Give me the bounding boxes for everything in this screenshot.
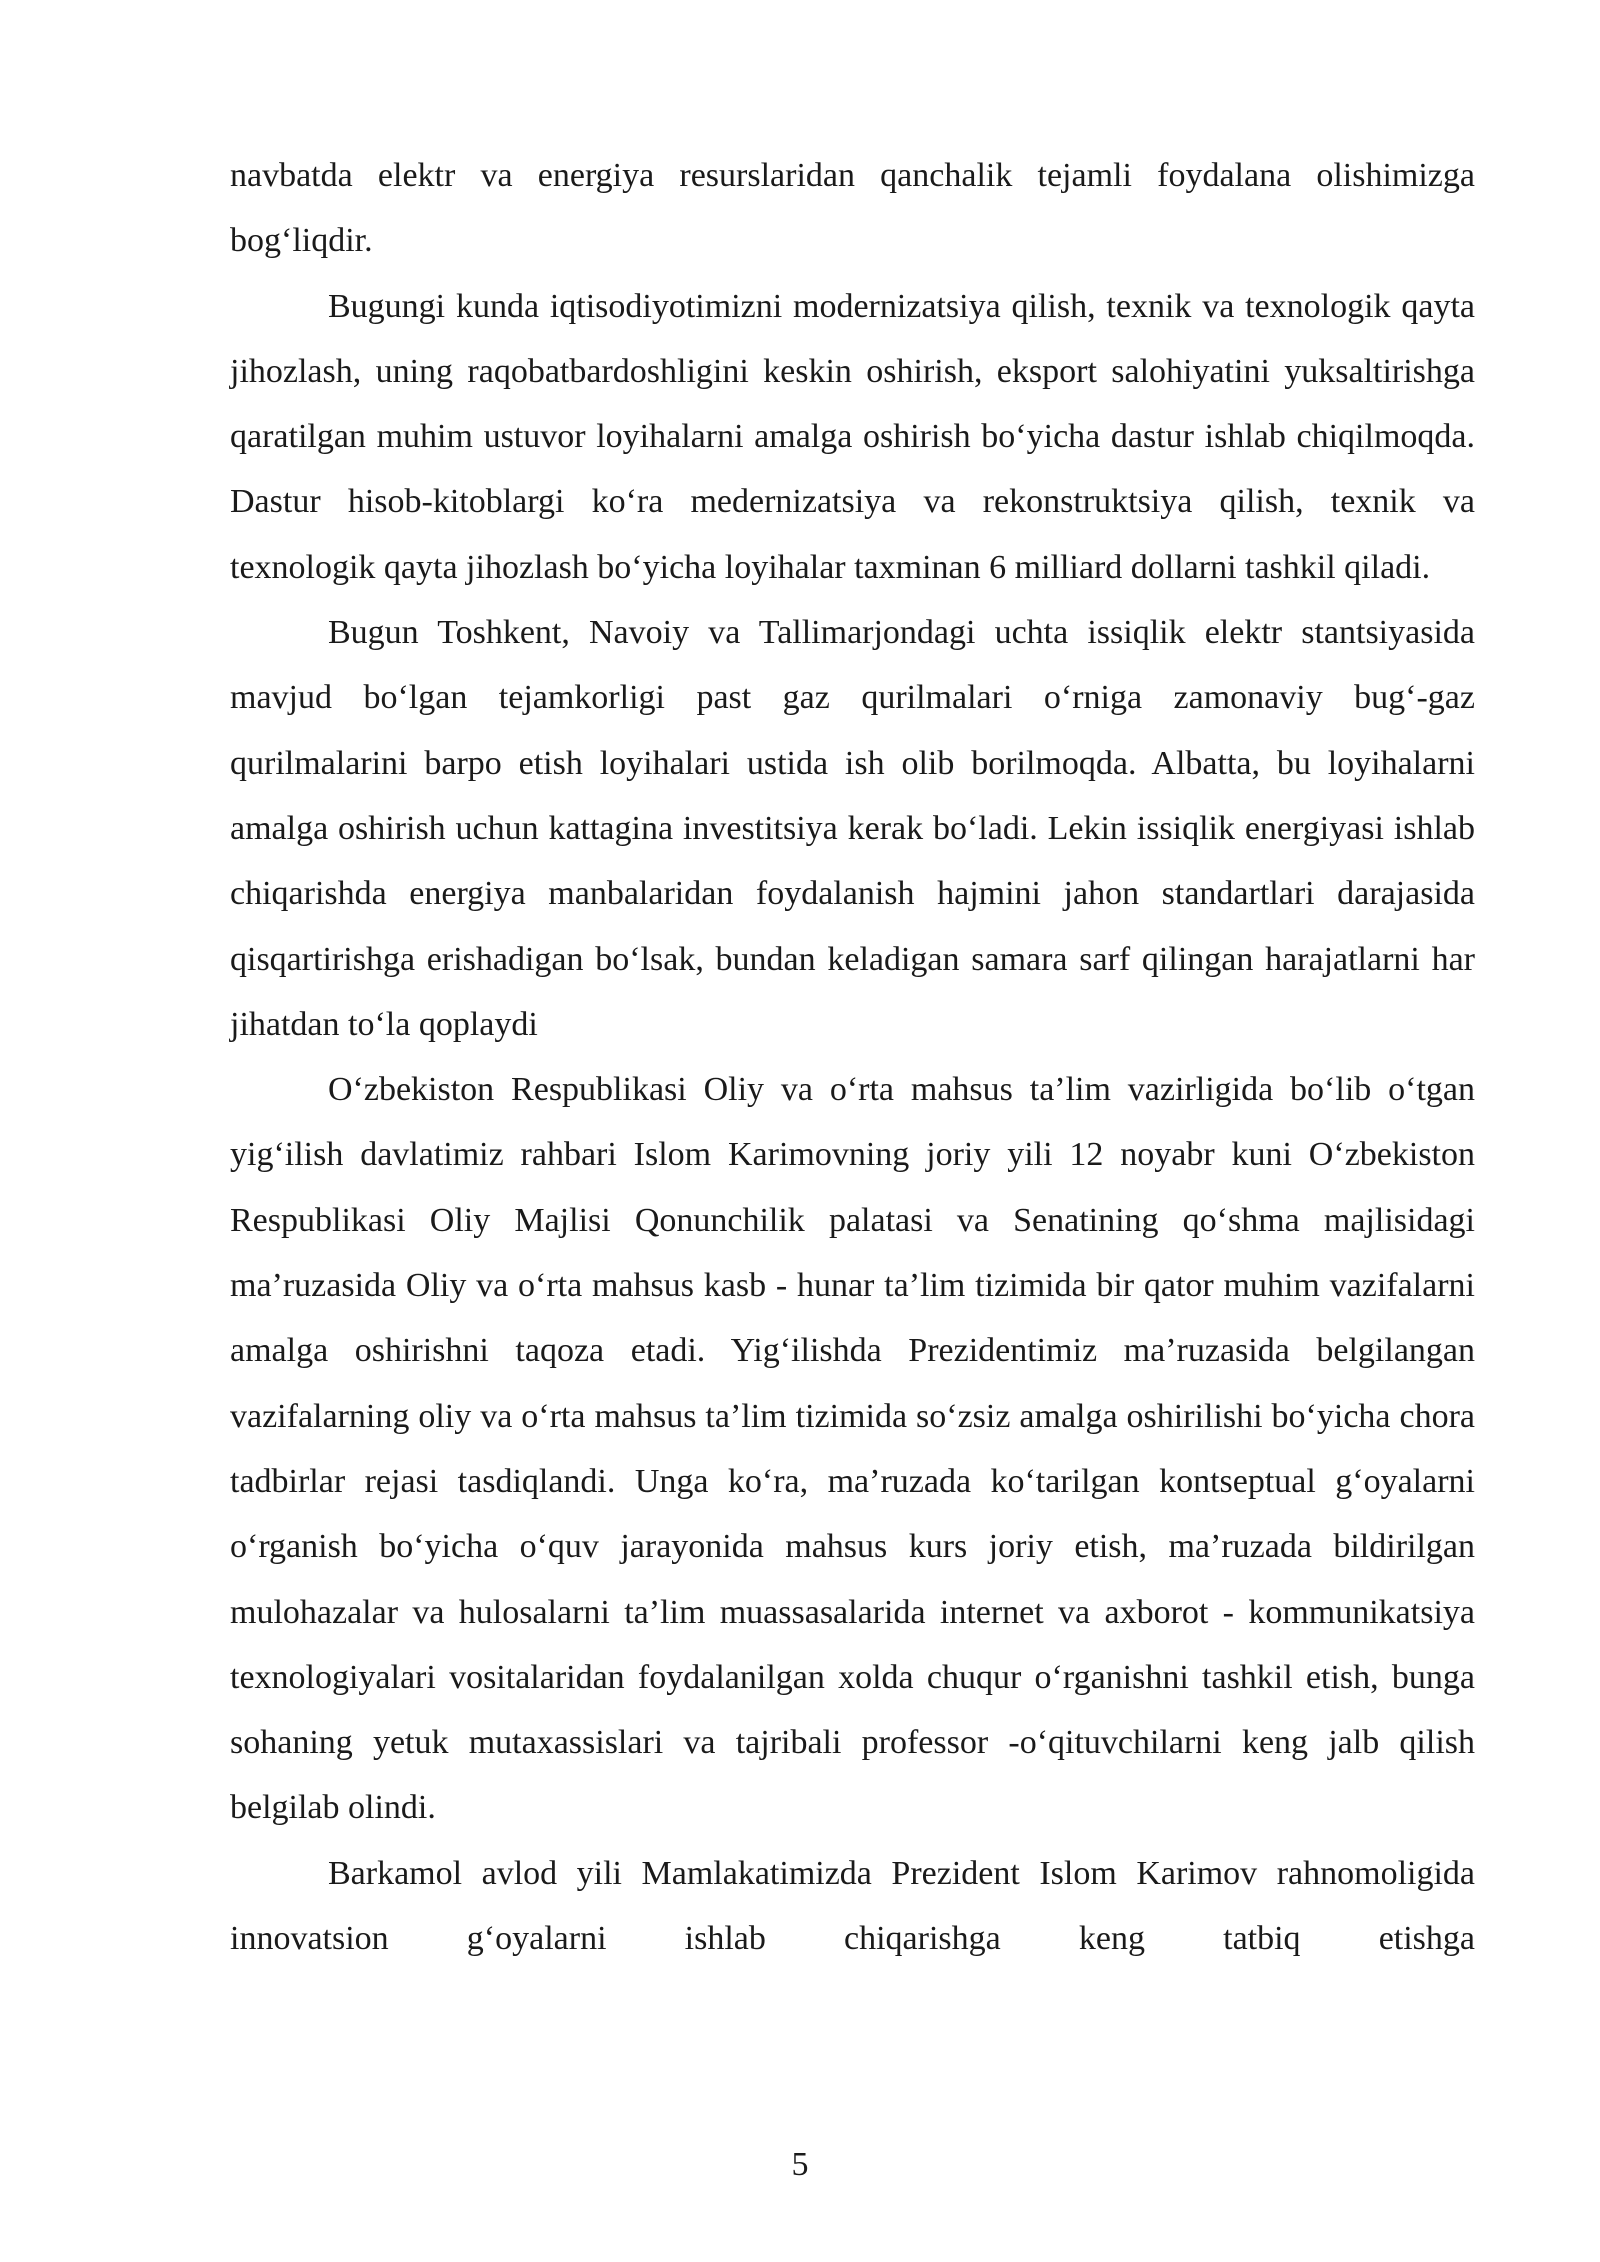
body-text [230, 143, 1475, 1971]
page-number: 5 [791, 2146, 809, 2183]
paragraph-4: O‘zbekiston Respublikasi Oliy va o‘rta mahsus ta’lim vazirligida bo‘lib o‘tgan yig‘ilish davlatimiz rahbari Islom Karimovning joriy yili 12 noyabr kuni O‘zbekiston Respublikasi Oliy Majlisi Qonunchilik palatasi va Senatining qo‘shma majlisidagi ma’ruzasida Oliy va o‘rta mahsus kasb - hunar ta’lim tizimida bir qator muhim vazifalarni amalga oshirishni taqoza etadi. Yig‘ilishda Prezidentimiz ma’ruzasida belgilangan vazifalarning oliy va o‘rta mahsus ta’lim tizimida so‘zsiz amalga oshirilishi bo‘yicha chora tadbirlar rejasi tasdiqlandi. Unga ko‘ra, ma’ruzada ko‘tarilgan kontseptual g‘oyalarni o‘rganish bo‘yicha o‘quv jarayonida mahsus kurs joriy etish, ma’ruzada bildirilgan mulohazalar va hulosalarni ta’lim muassasalarida internet va axborot - kommunikatsiya texnologiyalari vositalaridan foydalanilgan xolda chuqur o‘rganishni tashkil etish, bunga sohaning yetuk mutaxassislari va tajribali professor -o‘qituvchilarni keng jalb qilish belgilab olindi. [230, 1071, 1475, 1827]
paragraph-3: Bugun Toshkent, Navoiy va Tallimarjondagi uchta issiqlik elektr stantsiyasida mavjud bo‘lgan tejamkorligi past gaz qurilmalari o‘rniga zamonaviy bug‘-gaz qurilmalarini barpo etish loyihalari ustida ish olib borilmoqda. Albatta, bu loyihalarni amalga oshirish uchun kattagina investitsiya kerak bo‘ladi. Lekin issiqlik energiyasi ishlab chiqarishda energiya manbalaridan foydalanish hajmini jahon standartlari darajasida qisqartirishga erishadigan bo‘lsak, bundan keladigan samara sarf qilingan harajatlarni har jihatdan to‘la qoplaydi [230, 614, 1475, 1043]
paragraph-5: Barkamol avlod yili Mamlakatimizda Prezident Islom Karimov rahnomoligida innovatsion g‘oyalarni ishlab chiqarishga keng tatbiq etishga [230, 1854, 1475, 1958]
paragraph-2: Bugungi kunda iqtisodiyotimizni modernizatsiya qilish, texnik va texnologik qayta jihozlash, uning raqobatbardoshligini keskin oshirish, eksport salohiyatini yuksaltirishga qaratilgan muhim ustuvor loyihalarni amalga oshirish bo‘yicha dastur ishlab chiqilmoqda. Dastur hisob-kitoblargi ko‘ra medernizatsiya va rekonstruktsiya qilish, texnik va texnologik qayta jihozlash bo‘yicha loyihalar taxminan 6 milliard dollarni tashkil qiladi. [230, 287, 1475, 586]
paragraph-1: navbatda elektr va energiya resurslaridan qanchalik tejamli foydalana olishimizga bog‘liqdir. [230, 157, 1475, 260]
